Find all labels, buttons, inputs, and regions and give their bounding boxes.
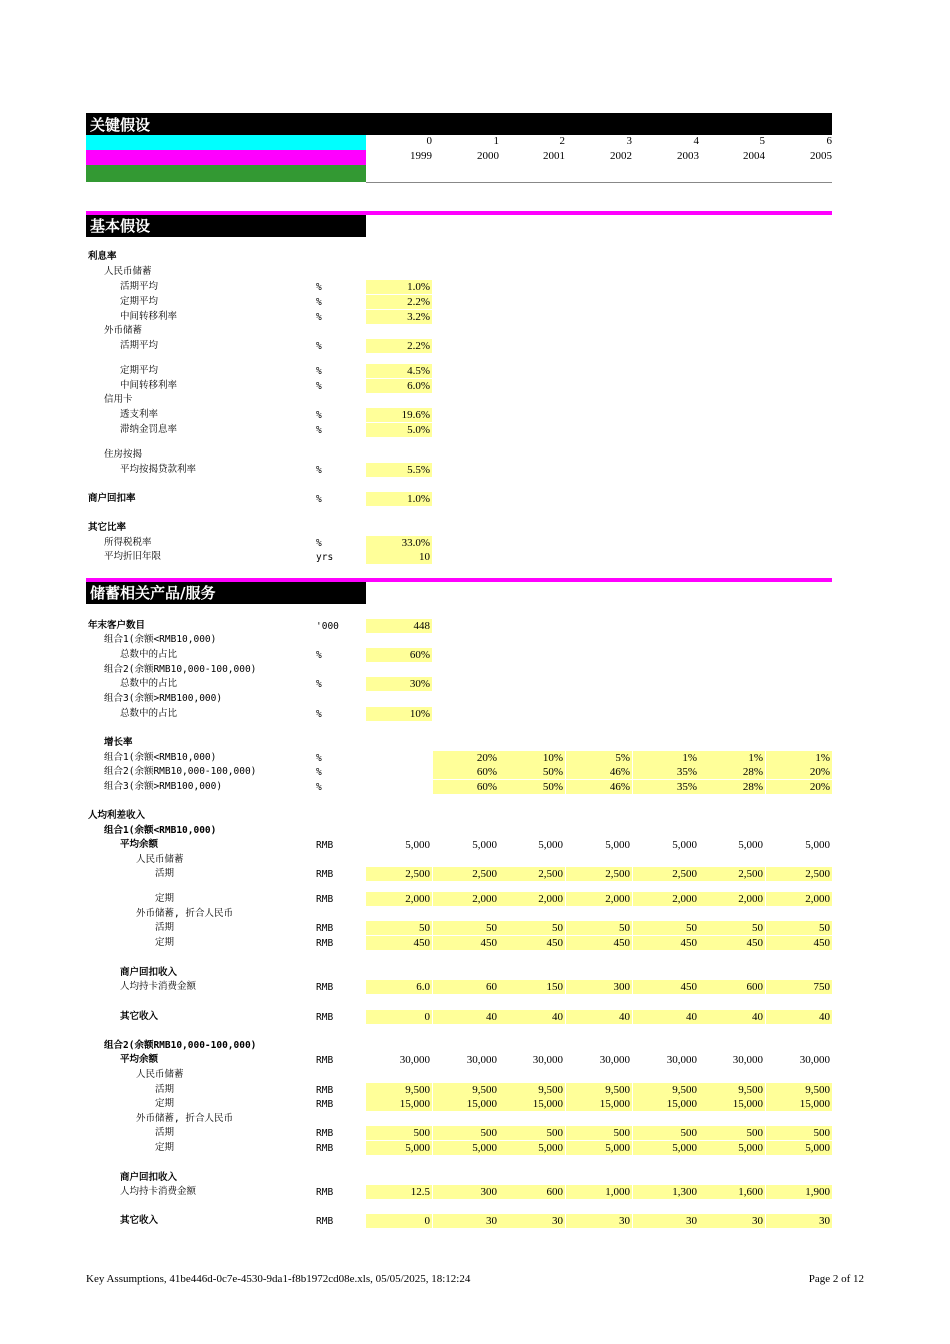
row-label: 外币储蓄, 折合人民币 (136, 1113, 233, 1124)
value-cell[interactable]: 40 (699, 1010, 765, 1024)
value-cell[interactable]: 30,000 (466, 1054, 497, 1066)
value-cell[interactable]: 450 (366, 936, 432, 950)
value-cell[interactable]: 9,500 (366, 1083, 432, 1097)
row-unit: % (316, 538, 322, 549)
row-label: 利息率 (88, 251, 117, 262)
value-cell[interactable]: 50 (699, 921, 765, 935)
value-cell[interactable]: 30 (633, 1214, 699, 1228)
value-cell[interactable]: 30,000 (599, 1054, 630, 1066)
value-cell[interactable]: 450 (633, 980, 699, 994)
value-cell[interactable]: 15,000 (499, 1097, 565, 1111)
value-cell[interactable]: 1% (766, 751, 832, 765)
row-label: 总数中的占比 (120, 649, 178, 660)
row-label: 组合2(余额RMB10,000-100,000) (104, 766, 257, 777)
value-cell[interactable]: 30% (366, 677, 432, 691)
row-unit: RMB (316, 869, 334, 880)
row-unit: yrs (316, 552, 334, 563)
row-label: 年末客户数目 (88, 620, 146, 631)
value-cell[interactable]: 30 (699, 1214, 765, 1228)
value-cell[interactable]: 50 (499, 921, 565, 935)
row-unit: RMB (316, 938, 334, 949)
value-cell[interactable]: 2,000 (633, 892, 699, 906)
value-cell[interactable]: 28% (699, 765, 765, 779)
header-index: 3 (626, 135, 632, 147)
value-cell[interactable]: 10 (366, 550, 432, 564)
row-label: 活期平均 (120, 281, 159, 292)
value-cell[interactable]: 450 (566, 936, 632, 950)
value-cell[interactable]: 5,000 (538, 839, 563, 851)
header-divider (366, 182, 832, 183)
header-index: 0 (426, 135, 432, 147)
row-label: 商户回扣率 (88, 493, 136, 504)
row-unit: RMB (316, 923, 334, 934)
value-cell[interactable]: 20% (766, 780, 832, 794)
value-cell[interactable]: 5,000 (472, 839, 497, 851)
section1-title: 基本假设 (86, 215, 366, 237)
value-cell[interactable]: 40 (433, 1010, 499, 1024)
row-unit: % (316, 282, 322, 293)
row-unit: % (316, 410, 322, 421)
value-cell[interactable]: 750 (766, 980, 832, 994)
value-cell[interactable]: 30,000 (799, 1054, 830, 1066)
value-cell[interactable]: 30 (566, 1214, 632, 1228)
value-cell[interactable]: 10% (499, 751, 565, 765)
value-cell[interactable]: 5,000 (633, 1141, 699, 1155)
row-label: 平均折旧年限 (104, 551, 162, 562)
row-label: 外币储蓄, 折合人民币 (136, 908, 233, 919)
row-unit: % (316, 366, 322, 377)
value-cell[interactable]: 1% (699, 751, 765, 765)
value-cell[interactable]: 50% (499, 765, 565, 779)
row-label: 活期 (155, 922, 175, 933)
row-label: 平均余额 (120, 839, 159, 850)
value-cell[interactable]: 2.2% (366, 295, 432, 309)
row-unit: % (316, 425, 322, 436)
footer-file-info: Key Assumptions, 41be446d-0c7e-4530-9da1-f8b1972cd08e.xls, 05/05/2025, 18:12:24 (86, 1273, 471, 1285)
value-cell[interactable]: 500 (366, 1126, 432, 1140)
header-year: 1999 (410, 150, 432, 162)
row-unit: RMB (316, 840, 334, 851)
value-cell[interactable]: 40 (499, 1010, 565, 1024)
value-cell[interactable]: 15,000 (699, 1097, 765, 1111)
value-cell[interactable]: 2,000 (566, 892, 632, 906)
row-label: 其它收入 (120, 1215, 159, 1226)
value-cell[interactable]: 15,000 (566, 1097, 632, 1111)
green-band (86, 165, 366, 182)
footer-page-number: Page 2 of 12 (808, 1273, 864, 1285)
value-cell[interactable]: 9,500 (633, 1083, 699, 1097)
value-cell[interactable]: 600 (499, 1185, 565, 1199)
row-unit: % (316, 650, 322, 661)
value-cell[interactable]: 448 (366, 619, 432, 633)
value-cell[interactable]: 500 (499, 1126, 565, 1140)
value-cell[interactable]: 2,500 (633, 867, 699, 881)
value-cell[interactable]: 40 (766, 1010, 832, 1024)
value-cell[interactable]: 500 (699, 1126, 765, 1140)
value-cell[interactable]: 60 (433, 980, 499, 994)
value-cell[interactable]: 30,000 (532, 1054, 563, 1066)
value-cell[interactable]: 2,000 (433, 892, 499, 906)
value-cell[interactable]: 5.0% (366, 423, 432, 437)
row-unit: RMB (316, 1085, 334, 1096)
row-label: 定期 (155, 1098, 175, 1109)
value-cell[interactable]: 5,000 (605, 839, 630, 851)
row-unit: RMB (316, 1216, 334, 1227)
header-index: 4 (693, 135, 699, 147)
value-cell[interactable]: 450 (633, 936, 699, 950)
value-cell[interactable]: 6.0 (366, 980, 432, 994)
value-cell[interactable]: 9,500 (766, 1083, 832, 1097)
row-unit: RMB (316, 1099, 334, 1110)
value-cell[interactable]: 20% (766, 765, 832, 779)
header-index: 2 (559, 135, 565, 147)
value-cell[interactable]: 300 (433, 1185, 499, 1199)
header-year: 2002 (610, 150, 632, 162)
row-label: 组合3(余额>RMB100,000) (104, 781, 223, 792)
value-cell[interactable]: 60% (366, 648, 432, 662)
value-cell[interactable]: 40 (566, 1010, 632, 1024)
row-label: 定期 (155, 937, 175, 948)
value-cell[interactable]: 2.2% (366, 339, 432, 353)
row-label: 滞纳金罚息率 (120, 424, 178, 435)
row-label: 所得税税率 (104, 537, 152, 548)
row-label: 外币储蓄 (104, 325, 143, 336)
value-cell[interactable]: 15,000 (433, 1097, 499, 1111)
row-label: 住房按揭 (104, 449, 143, 460)
value-cell[interactable]: 50 (433, 921, 499, 935)
value-cell[interactable]: 2,000 (499, 892, 565, 906)
value-cell[interactable]: 450 (766, 936, 832, 950)
row-unit: RMB (316, 1128, 334, 1139)
row-label: 活期平均 (120, 340, 159, 351)
row-unit: % (316, 381, 322, 392)
value-cell[interactable]: 2,500 (766, 867, 832, 881)
value-cell[interactable]: 30,000 (399, 1054, 430, 1066)
value-cell[interactable]: 33.0% (366, 536, 432, 550)
row-label: 定期 (155, 893, 175, 904)
value-cell[interactable]: 450 (699, 936, 765, 950)
value-cell[interactable]: 1,900 (766, 1185, 832, 1199)
header-year: 2003 (677, 150, 699, 162)
value-cell[interactable]: 500 (766, 1126, 832, 1140)
value-cell[interactable]: 5,000 (738, 839, 763, 851)
value-cell[interactable]: 35% (633, 780, 699, 794)
value-cell[interactable]: 50 (566, 921, 632, 935)
row-label: 组合3(余额>RMB100,000) (104, 693, 223, 704)
value-cell[interactable]: 15,000 (633, 1097, 699, 1111)
value-cell[interactable]: 6.0% (366, 379, 432, 393)
row-unit: % (316, 782, 322, 793)
row-unit: % (316, 753, 322, 764)
row-label: 增长率 (104, 737, 133, 748)
value-cell[interactable]: 450 (499, 936, 565, 950)
row-label: 人民币储蓄 (104, 266, 152, 277)
value-cell[interactable]: 30,000 (666, 1054, 697, 1066)
row-label: 活期 (155, 1127, 175, 1138)
title-bar (86, 113, 832, 135)
value-cell[interactable]: 5,000 (366, 1141, 432, 1155)
row-label: 组合1(余额<RMB10,000) (104, 752, 217, 763)
value-cell[interactable]: 500 (433, 1126, 499, 1140)
row-label: 其它比率 (88, 522, 127, 533)
row-label: 定期平均 (120, 365, 159, 376)
page-title: 关键假设 (90, 116, 151, 134)
value-cell[interactable]: 46% (566, 765, 632, 779)
value-cell[interactable]: 9,500 (499, 1083, 565, 1097)
value-cell[interactable]: 5,000 (405, 839, 430, 851)
row-label: 信用卡 (104, 394, 133, 405)
value-cell[interactable]: 10% (366, 707, 432, 721)
value-cell[interactable]: 500 (566, 1126, 632, 1140)
row-label: 透支利率 (120, 409, 159, 420)
row-label: 平均余额 (120, 1054, 159, 1065)
row-unit: % (316, 679, 322, 690)
row-label: 活期 (155, 1084, 175, 1095)
row-unit: % (316, 465, 322, 476)
row-label: 组合2(余额RMB10,000-100,000) (104, 1040, 257, 1051)
header-index: 1 (493, 135, 499, 147)
row-unit: % (316, 709, 322, 720)
value-cell[interactable]: 0 (366, 1214, 432, 1228)
header-index: 6 (826, 135, 832, 147)
value-cell[interactable]: 2,500 (566, 867, 632, 881)
value-cell[interactable]: 60% (433, 780, 499, 794)
row-label: 组合1(余额<RMB10,000) (104, 634, 217, 645)
header-index: 5 (759, 135, 765, 147)
row-unit: RMB (316, 1012, 334, 1023)
value-cell[interactable]: 35% (633, 765, 699, 779)
row-unit: '000 (316, 621, 339, 632)
row-unit: RMB (316, 1187, 334, 1198)
row-label: 人民币储蓄 (136, 854, 184, 865)
value-cell[interactable]: 5% (566, 751, 632, 765)
value-cell[interactable]: 0 (366, 1010, 432, 1024)
magenta-band (86, 150, 366, 165)
value-cell[interactable]: 1.0% (366, 492, 432, 506)
row-label: 总数中的占比 (120, 678, 178, 689)
value-cell[interactable]: 5,000 (672, 839, 697, 851)
row-label: 组合1(余额<RMB10,000) (104, 825, 217, 836)
value-cell[interactable]: 300 (566, 980, 632, 994)
value-cell[interactable]: 4.5% (366, 364, 432, 378)
row-label: 中间转移利率 (120, 380, 178, 391)
value-cell[interactable]: 1,300 (633, 1185, 699, 1199)
row-label: 人均持卡消费金额 (120, 1186, 197, 1197)
row-unit: % (316, 494, 322, 505)
row-unit: % (316, 341, 322, 352)
value-cell[interactable]: 19.6% (366, 408, 432, 422)
header-year: 2004 (743, 150, 765, 162)
value-cell[interactable]: 9,500 (433, 1083, 499, 1097)
value-cell[interactable]: 28% (699, 780, 765, 794)
row-label: 其它收入 (120, 1011, 159, 1022)
value-cell[interactable]: 2,500 (366, 867, 432, 881)
row-label: 总数中的占比 (120, 708, 178, 719)
value-cell[interactable]: 2,500 (699, 867, 765, 881)
value-cell[interactable]: 15,000 (366, 1097, 432, 1111)
value-cell[interactable]: 2,000 (699, 892, 765, 906)
value-cell[interactable]: 9,500 (566, 1083, 632, 1097)
value-cell[interactable]: 5,000 (699, 1141, 765, 1155)
value-cell[interactable]: 5,000 (766, 1141, 832, 1155)
value-cell[interactable]: 500 (633, 1126, 699, 1140)
row-unit: RMB (316, 894, 334, 905)
value-cell[interactable]: 5,000 (566, 1141, 632, 1155)
value-cell[interactable]: 2,500 (499, 867, 565, 881)
value-cell[interactable]: 150 (499, 980, 565, 994)
value-cell[interactable]: 50% (499, 780, 565, 794)
row-label: 人均利差收入 (88, 810, 146, 821)
header-year: 2000 (477, 150, 499, 162)
value-cell[interactable]: 1,000 (566, 1185, 632, 1199)
row-unit: % (316, 312, 322, 323)
header-year: 2005 (810, 150, 832, 162)
value-cell[interactable]: 450 (433, 936, 499, 950)
value-cell[interactable]: 30 (766, 1214, 832, 1228)
row-label: 商户回扣收入 (120, 1172, 178, 1183)
row-label: 商户回扣收入 (120, 967, 178, 978)
value-cell[interactable]: 50 (366, 921, 432, 935)
value-cell[interactable]: 3.2% (366, 310, 432, 324)
section2-title: 储蓄相关产品/服务 (86, 582, 366, 604)
cyan-band (86, 135, 366, 150)
row-label: 定期平均 (120, 296, 159, 307)
value-cell[interactable]: 20% (433, 751, 499, 765)
row-unit: RMB (316, 1055, 334, 1066)
value-cell[interactable]: 9,500 (699, 1083, 765, 1097)
row-unit: % (316, 767, 322, 778)
value-cell[interactable]: 5,000 (499, 1141, 565, 1155)
value-cell[interactable]: 50 (633, 921, 699, 935)
row-label: 组合2(余额RMB10,000-100,000) (104, 664, 257, 675)
value-cell[interactable]: 1,600 (699, 1185, 765, 1199)
value-cell[interactable]: 5,000 (805, 839, 830, 851)
value-cell[interactable]: 30,000 (732, 1054, 763, 1066)
value-cell[interactable]: 15,000 (766, 1097, 832, 1111)
value-cell[interactable]: 2,500 (433, 867, 499, 881)
value-cell[interactable]: 46% (566, 780, 632, 794)
row-unit: RMB (316, 982, 334, 993)
value-cell[interactable]: 30 (499, 1214, 565, 1228)
row-label: 活期 (155, 868, 175, 879)
row-label: 人均持卡消费金额 (120, 981, 197, 992)
header-year: 2001 (543, 150, 565, 162)
value-cell[interactable]: 5,000 (433, 1141, 499, 1155)
row-label: 人民币储蓄 (136, 1069, 184, 1080)
value-cell[interactable]: 2,000 (766, 892, 832, 906)
value-cell[interactable]: 600 (699, 980, 765, 994)
value-cell[interactable]: 2,000 (366, 892, 432, 906)
value-cell[interactable]: 60% (433, 765, 499, 779)
row-label: 定期 (155, 1142, 175, 1153)
row-unit: % (316, 297, 322, 308)
value-cell[interactable]: 5.5% (366, 463, 432, 477)
value-cell[interactable]: 1% (633, 751, 699, 765)
value-cell[interactable]: 12.5 (366, 1185, 432, 1199)
row-label: 平均按揭贷款利率 (120, 464, 197, 475)
value-cell[interactable]: 1.0% (366, 280, 432, 294)
value-cell[interactable]: 30 (433, 1214, 499, 1228)
row-label: 中间转移利率 (120, 311, 178, 322)
value-cell[interactable]: 50 (766, 921, 832, 935)
value-cell[interactable]: 40 (633, 1010, 699, 1024)
row-unit: RMB (316, 1143, 334, 1154)
